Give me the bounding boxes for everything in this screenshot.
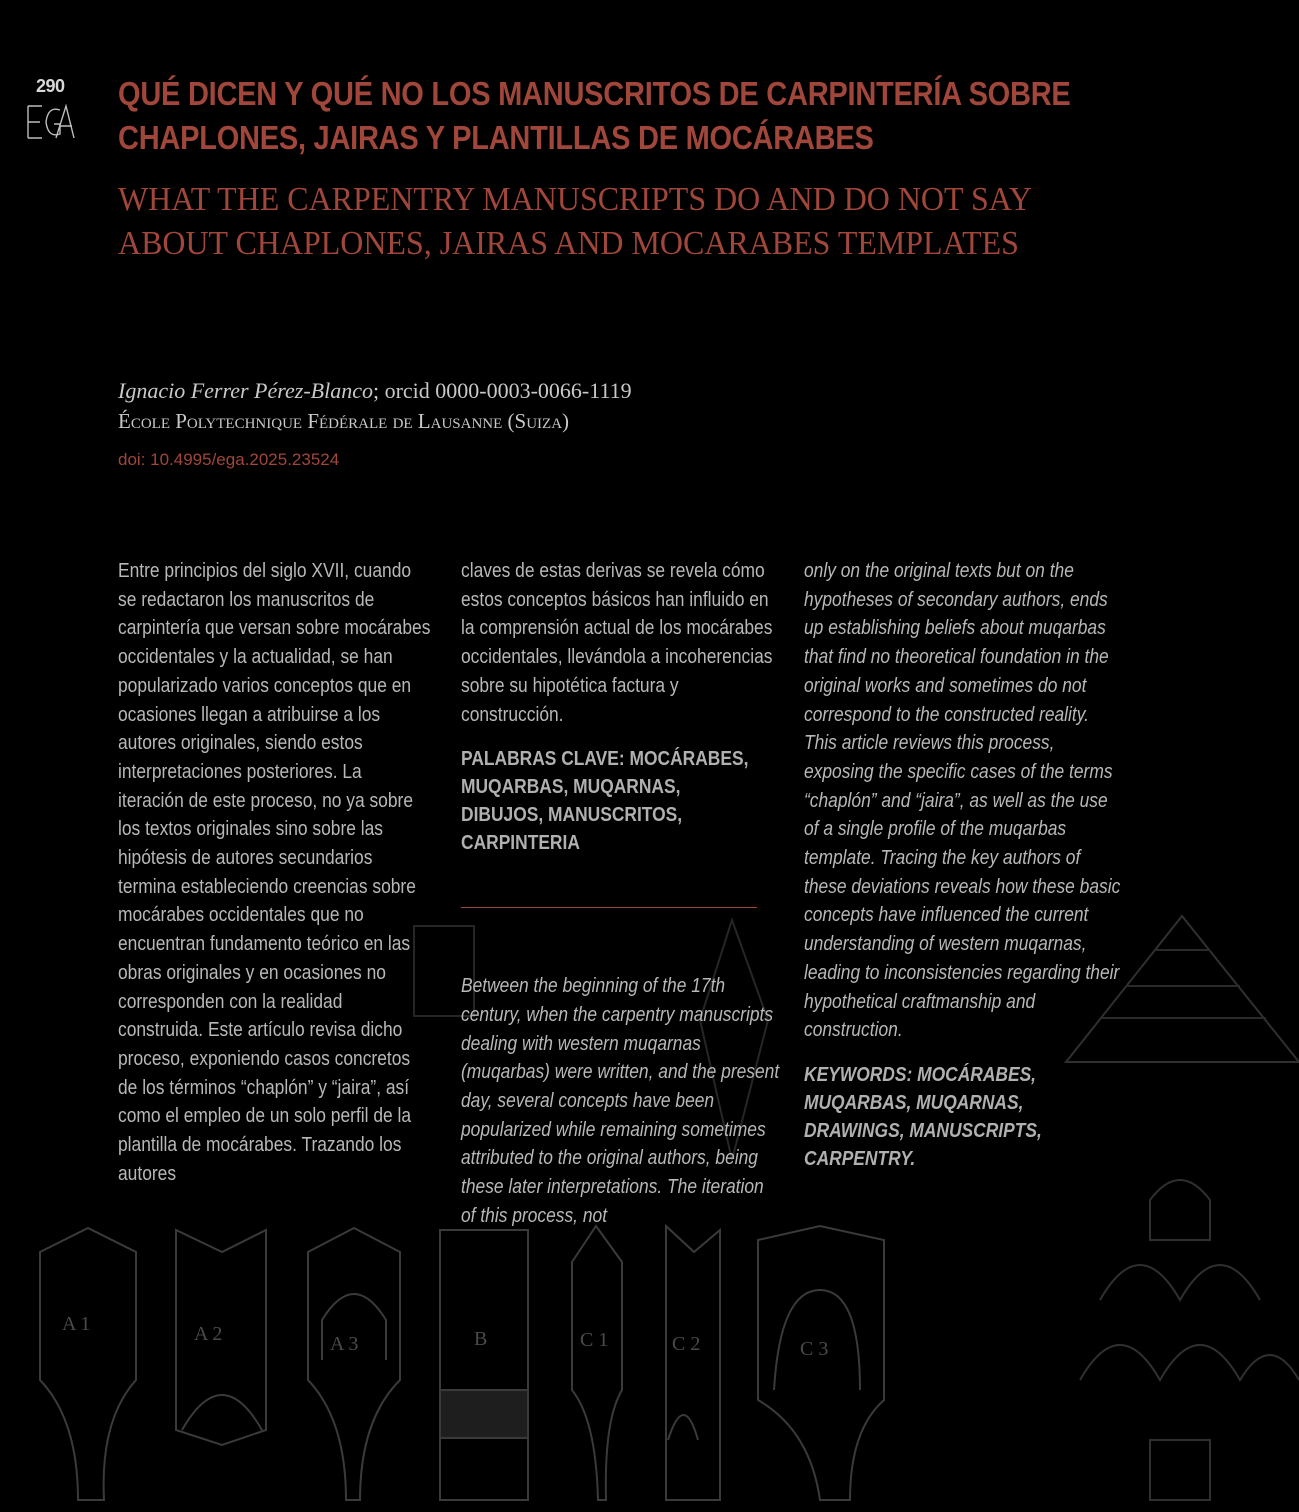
keywords-es: PALABRAS CLAVE: MOCÁRABES, MUQARBAS, MUQARNAS, DIBUJOS, MANUSCRITOS, CARPINTERIA	[461, 748, 749, 855]
author-line	[118, 376, 632, 406]
author-name: Ignacio Ferrer Pérez-Blanco	[118, 378, 373, 403]
doi-link[interactable]: doi: 10.4995/ega.2025.23524	[118, 450, 340, 469]
fig-label-c1: C 1	[580, 1329, 609, 1351]
abstract-es-part-1: Entre principios del siglo XVII, cuando se redactaron los manuscritos de carpintería que versan sobre mocárabes occidentales y la actualidad, se han popularizado varios conceptos que en ocasiones llegan a atribuirse a los autores originales, siendo estos interpretaciones posteriores. La iteración de este proceso, no ya sobre los textos originales sino sobre las hipótesis de autores secundarios termina estableciendo creencias sobre mocárabes occidentales que no encuentran fundamento teórico en las obras originales y en ocasiones no corresponden con la realidad construida. Este artículo revisa dicho proceso, exponiendo casos concretos de los términos “chaplón” y “jaira”, así como el empleo de un solo perfil de la plantilla de mocárabes. Trazando los autores	[118, 560, 431, 1185]
fig-label-c2: C 2	[672, 1333, 701, 1355]
ega-logo-icon	[26, 104, 76, 140]
title-english	[118, 178, 1152, 266]
fig-label-a3: A 3	[330, 1333, 359, 1355]
title-english-line-2: ABOUT CHAPLONES, JAIRAS AND MOCARABES TEMPLATES	[118, 225, 1019, 262]
abstract-en-part-1: Between the beginning of the 17th century, when the carpentry manuscripts dealing with western muqarnas (muqarbas) were written, and the present day, several concepts have been popularized while remaining sometimes attributed to the original authors, being these later interpretations. The iteration of this process, not	[461, 975, 780, 1227]
divider-rule	[461, 907, 757, 908]
fig-label-a1: A 1	[62, 1313, 91, 1335]
title-spanish	[118, 72, 1086, 160]
abstract-column-2	[461, 557, 781, 1231]
author-orcid: ; orcid 0000-0003-0066-1119	[372, 378, 632, 403]
title-spanish-line-1: QUÉ DICEN Y QUÉ NO LOS MANUSCRITOS DE CARPINTERÍA SOBRE	[118, 75, 1071, 112]
fig-label-a2: A 2	[194, 1323, 223, 1345]
abstract-es-part-2: claves de estas derivas se revela cómo estos conceptos básicos han influido en la comprensión actual de los mocárabes occidentales, llevándola a incoherencias sobre su hipotética factura y construcción.	[461, 560, 773, 726]
abstract-column-3	[804, 557, 1134, 1173]
fig-label-b: B	[474, 1328, 488, 1350]
fig-label-c3: C 3	[800, 1338, 829, 1360]
title-english-line-1: WHAT THE CARPENTRY MANUSCRIPTS DO AND DO NOT SAY	[118, 181, 1032, 218]
author-affiliation: École Polytechnique Fédérale de Lausanne (Suiza)	[118, 409, 570, 433]
title-spanish-line-2: CHAPLONES, JAIRAS Y PLANTILLAS DE MOCÁRABES	[118, 119, 874, 156]
abstract-column-1	[118, 557, 448, 1188]
keywords-en: KEYWORDS: MOCÁRABES, MUQARBAS, MUQARNAS, DRAWINGS, MANUSCRIPTS, CARPENTRY.	[804, 1063, 1042, 1170]
page-number: 290	[36, 76, 65, 96]
abstract-en-part-2: only on the original texts but on the hypotheses of secondary authors, ends up establishing beliefs about muqarbas that find no theoretical foundation in the original works and sometimes do not correspond to the constructed reality. This article reviews this process, exposing the specific cases of the terms “chaplón” and “jaira”, as well as the use of a single profile of the muqarbas template. Tracing the key authors of these deviations reveals how these basic concepts have influenced the current understanding of western muqarnas, leading to inconsistencies regarding their hypothetical craftmanship and construction.	[804, 560, 1121, 1042]
